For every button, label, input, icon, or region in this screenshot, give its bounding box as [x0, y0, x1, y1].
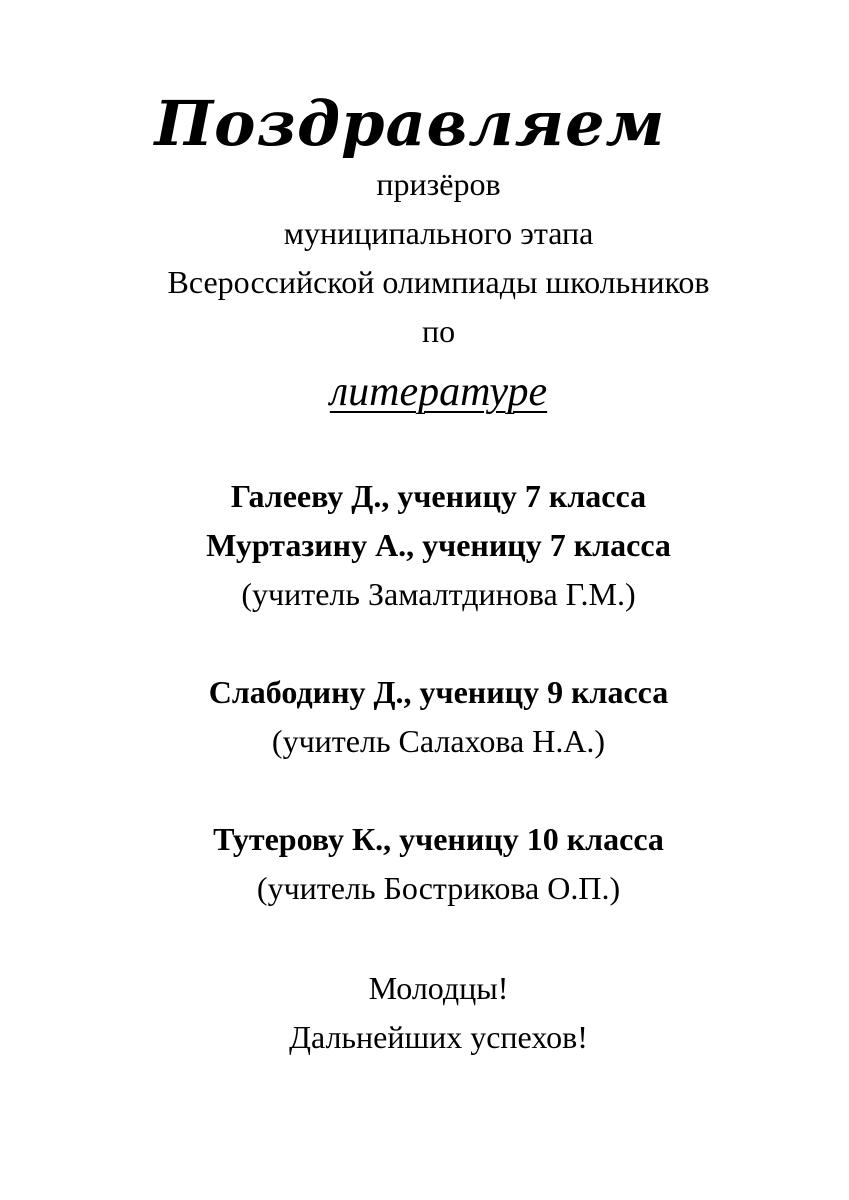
intro-line-olympiad: Всероссийской олимпиады школьников	[167, 264, 710, 300]
teacher-name: (учитель Замалтдинова Г.М.)	[241, 576, 636, 612]
headline: Поздравляем	[154, 87, 666, 160]
closing-wish: Дальнейших успехов!	[289, 1019, 588, 1055]
teacher-name: (учитель Салахова Н.А.)	[271, 723, 606, 759]
subject-title: литературе	[329, 369, 548, 415]
intro-line-preposition: по	[421, 313, 456, 349]
intro-block	[0, 160, 849, 356]
winners-list	[0, 472, 849, 913]
student-name: Слабодину Д., ученицу 9 класса	[208, 674, 669, 710]
winner-group-2	[0, 668, 849, 766]
teacher-name: (учитель Бострикова О.П.)	[256, 870, 621, 906]
winner-group-1	[0, 472, 849, 619]
closing-praise: Молодцы!	[368, 970, 509, 1006]
student-name: Тутерову К., ученицу 10 класса	[213, 821, 664, 857]
winner-group-3	[0, 815, 849, 913]
student-name: Галееву Д., ученицу 7 класса	[230, 478, 647, 514]
intro-line-prizewinners: призёров	[376, 166, 501, 202]
student-name: Муртазину А., ученицу 7 класса	[206, 527, 671, 563]
intro-line-stage: муниципального этапа	[283, 215, 594, 251]
closing-block	[0, 964, 849, 1062]
